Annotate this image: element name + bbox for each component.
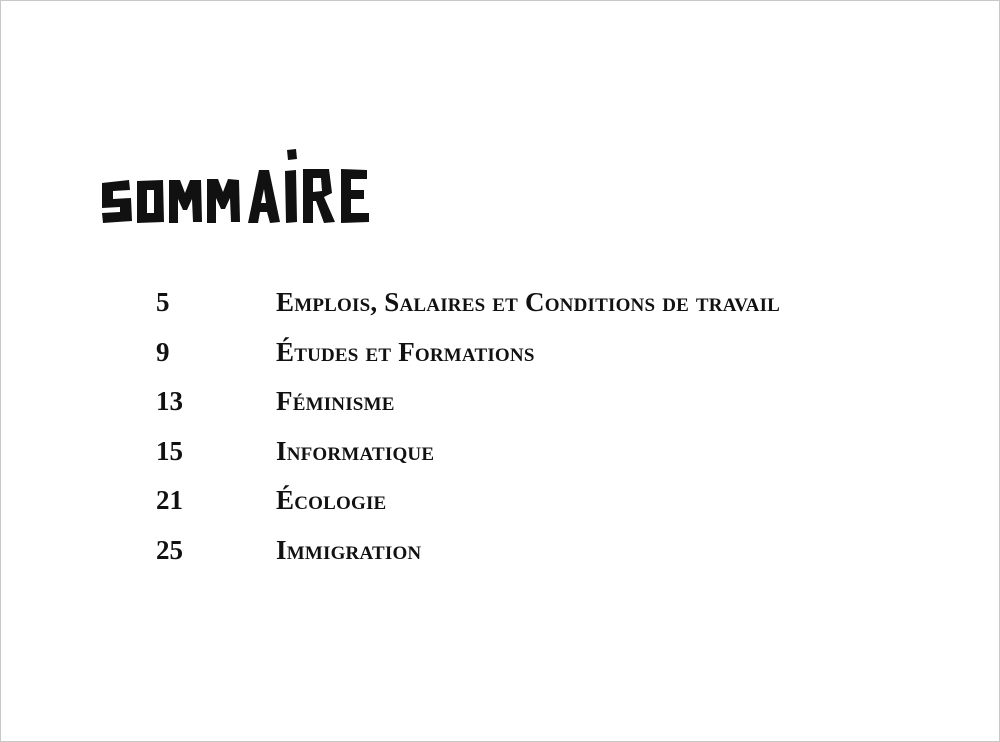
toc-section-title: Informatique [276,435,435,466]
toc-section-title: Études et Formations [276,336,535,367]
toc-page-number: 5 [156,287,170,317]
toc-page-number: 21 [156,485,183,515]
table-of-contents [156,287,936,584]
toc-section-title: Immigration [276,534,422,565]
toc-page-number: 9 [156,336,170,367]
toc-entry[interactable] [156,337,936,387]
toc-entry[interactable] [156,287,936,337]
toc-section-title: Écologie [276,485,387,515]
toc-page-number: 13 [156,386,183,416]
toc-entry[interactable] [156,535,936,585]
toc-section-title: Féminisme [276,386,395,416]
title-lettering [99,147,409,227]
page-title [99,147,409,227]
toc-entry[interactable] [156,386,936,436]
toc-page-number: 25 [156,534,183,565]
toc-entry[interactable] [156,485,936,535]
toc-section-title: Emplois, Salaires et Conditions de travail [276,287,781,317]
toc-entry[interactable] [156,436,936,486]
toc-page-number: 15 [156,435,183,466]
